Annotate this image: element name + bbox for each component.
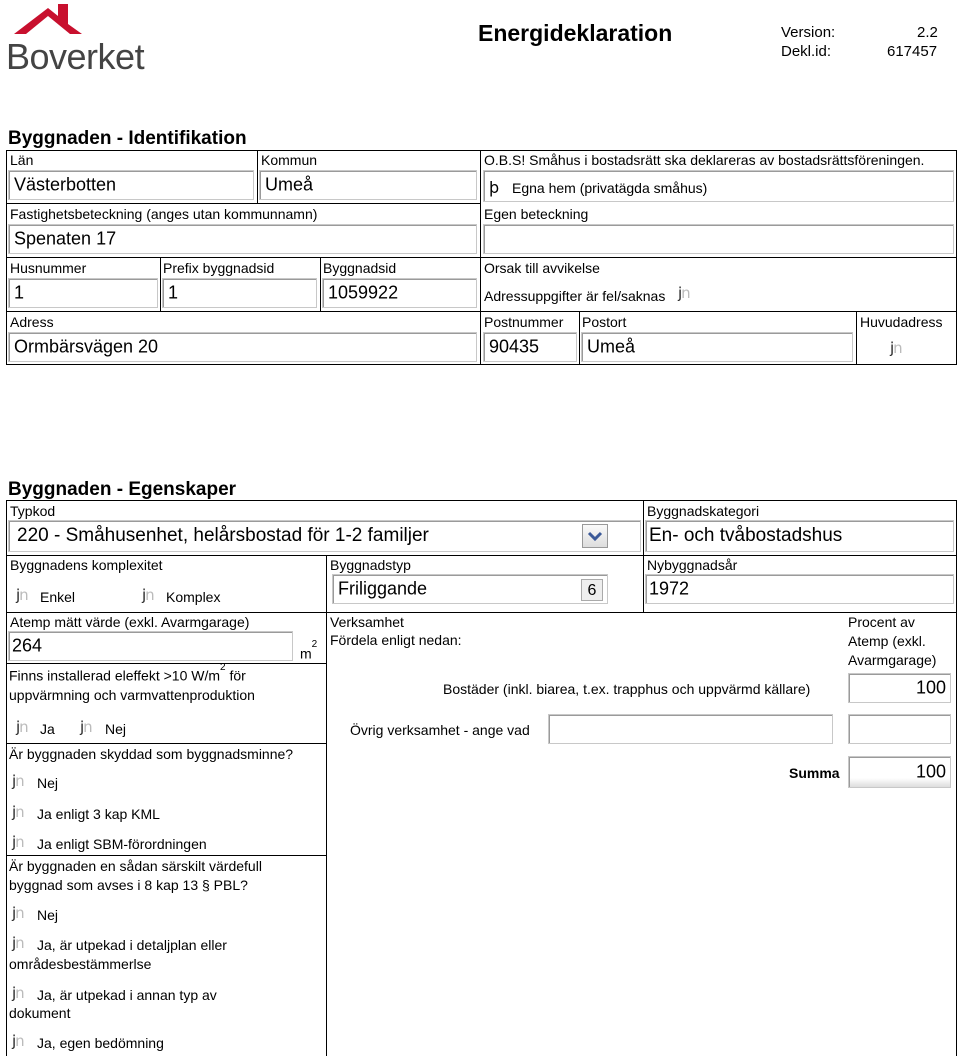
pbl-nej-radio[interactable] <box>12 904 24 922</box>
komplexitet-label: Byggnadens komplexitet <box>10 557 163 573</box>
radio-mark: j <box>80 718 84 736</box>
radio-mark: n <box>19 718 28 736</box>
version-label: Version: <box>781 24 836 41</box>
radio-mark: j <box>12 904 16 922</box>
pbl-detalj-label-2: områdesbestämmerlse <box>9 956 152 972</box>
procent-label-2: Atemp (exkl. <box>848 633 926 649</box>
divider <box>6 743 326 744</box>
radio-mark: n <box>145 586 154 604</box>
kommun-label: Kommun <box>261 152 318 168</box>
kategori-label: Byggnadskategori <box>647 503 760 519</box>
fastighet-label: Fastighetsbeteckning (anges utan kommunnamn) <box>10 206 318 222</box>
roof-icon <box>6 0 156 40</box>
prefix-label: Prefix byggnadsid <box>163 260 275 276</box>
postort-field[interactable] <box>581 332 853 362</box>
adress-value: Ormbärsvägen 20 <box>14 336 159 357</box>
postnummer-label: Postnummer <box>484 314 564 330</box>
husnummer-value: 1 <box>14 282 25 303</box>
husnummer-label: Husnummer <box>10 260 87 276</box>
eleffekt-sup: 2 <box>220 662 226 673</box>
radio-mark: n <box>15 803 24 821</box>
eleffekt-text: Finns installerad eleffekt >10 W/m <box>9 667 221 684</box>
divider <box>326 612 327 1056</box>
byggnadstyp-label: Byggnadstyp <box>330 557 411 573</box>
kommun-value: Umeå <box>265 174 314 195</box>
typkod-select[interactable] <box>8 520 641 552</box>
chevron-down-icon <box>583 525 607 547</box>
verksamhet-label: Verksamhet <box>330 614 404 630</box>
nybyggnadsar-label: Nybyggnadsår <box>647 557 738 573</box>
page-title: Energideklaration <box>478 20 673 46</box>
divider <box>6 203 480 204</box>
adressuppgifter-radio[interactable] <box>678 284 690 302</box>
minne-sbm-radio[interactable] <box>12 833 24 851</box>
divider <box>6 257 957 258</box>
adress-field[interactable] <box>8 332 477 362</box>
pbl-detalj-radio[interactable] <box>12 934 24 952</box>
komplex-label: Komplex <box>166 589 221 605</box>
atemp-value: 264 <box>12 635 43 656</box>
radio-mark: j <box>678 284 682 302</box>
divider <box>643 500 644 612</box>
egna-hem-label: Egna hem (privatägda småhus) <box>512 180 708 196</box>
version-value: 2.2 <box>917 24 938 41</box>
adressuppgifter-label: Adressuppgifter är fel/saknas <box>484 288 666 304</box>
divider <box>160 257 161 311</box>
radio-mark: j <box>890 339 894 357</box>
egen-beteckning-field[interactable] <box>483 224 954 254</box>
divider <box>6 555 957 556</box>
ovrig-label: Övrig verksamhet - ange vad <box>350 722 530 738</box>
minne-kml-label: Ja enligt 3 kap KML <box>37 806 160 822</box>
radio-mark: n <box>893 339 902 357</box>
postnummer-value: 90435 <box>489 336 540 357</box>
eleffekt-ja-radio[interactable] <box>16 718 28 736</box>
huvudadress-label: Huvudadress <box>860 314 943 330</box>
eleffekt-nej-radio[interactable] <box>80 718 92 736</box>
huvudadress-radio[interactable] <box>890 339 902 357</box>
radio-mark: n <box>15 1032 24 1050</box>
adress-label: Adress <box>10 314 54 330</box>
radio-mark: n <box>15 984 24 1002</box>
lan-label: Län <box>10 152 34 168</box>
procent-label-1: Procent av <box>848 614 915 630</box>
divider <box>856 311 857 365</box>
divider <box>6 311 957 312</box>
lan-value: Västerbotten <box>14 174 117 195</box>
postnummer-field[interactable] <box>483 332 577 362</box>
byggnadstyp-select[interactable] <box>332 574 608 604</box>
radio-mark: j <box>16 586 20 604</box>
typkod-label: Typkod <box>10 503 56 519</box>
eleffekt-text-end: för <box>225 667 246 684</box>
pbl-egen-radio[interactable] <box>12 1032 24 1050</box>
boverket-logo <box>6 0 156 80</box>
enkel-radio[interactable] <box>16 586 28 604</box>
egen-beteckning-label: Egen beteckning <box>484 206 589 222</box>
minne-label: Är byggnaden skyddad som byggnadsminne? <box>9 746 294 762</box>
radio-mark: n <box>681 284 690 302</box>
eleffekt-label <box>9 662 246 684</box>
bostader-label: Bostäder (inkl. biarea, t.ex. trapphus och uppvärmd källare) <box>443 681 811 697</box>
pbl-annan-radio[interactable] <box>12 984 24 1002</box>
atemp-unit <box>300 639 318 662</box>
pbl-annan-label-2: dokument <box>9 1005 71 1021</box>
logo-text: Boverket <box>6 36 145 77</box>
bostader-percent-value: 100 <box>915 677 946 698</box>
dropdown-button[interactable] <box>582 524 608 548</box>
divider <box>257 150 258 203</box>
pbl-annan-label-1: Ja, är utpekad i annan typ av <box>37 987 217 1003</box>
divider <box>6 855 326 856</box>
komplex-radio[interactable] <box>142 586 154 604</box>
nybyggnadsar-field[interactable] <box>645 574 954 604</box>
egna-hem-checkbox[interactable]: þ <box>489 178 500 197</box>
radio-mark: j <box>12 934 16 952</box>
byggnadsid-value: 1059922 <box>328 282 399 303</box>
radio-mark: n <box>19 586 28 604</box>
dekl-label: Dekl.id: <box>781 43 832 60</box>
radio-mark: j <box>12 984 16 1002</box>
orsak-label: Orsak till avvikelse <box>484 260 600 276</box>
minne-nej-radio[interactable] <box>12 772 24 790</box>
husnummer-field[interactable] <box>8 278 158 308</box>
enkel-label: Enkel <box>40 589 76 605</box>
summa-field <box>848 756 951 788</box>
unit-text: m <box>300 645 312 662</box>
divider <box>326 555 327 612</box>
nybyggnadsar-value: 1972 <box>649 578 690 599</box>
radio-mark: n <box>15 904 24 922</box>
summa-value: 100 <box>915 761 946 782</box>
atemp-label: Atemp mätt värde (exkl. Avarmgarage) <box>10 614 250 630</box>
radio-mark: j <box>12 1032 16 1050</box>
fastighet-field[interactable] <box>8 224 477 254</box>
ovrig-percent-field[interactable] <box>848 714 951 744</box>
summa-label: Summa <box>789 765 840 781</box>
prefix-value: 1 <box>168 282 179 303</box>
obs-text: O.B.S! Småhus i bostadsrätt ska deklareras av bostadsrättsföreningen. <box>484 152 925 168</box>
radio-mark: j <box>12 772 16 790</box>
divider <box>320 257 321 311</box>
dekl-value: 617457 <box>887 43 938 60</box>
fastighet-value: Spenaten 17 <box>14 228 117 249</box>
byggnadstyp-value: Friliggande <box>338 578 428 599</box>
eleffekt-nej-label: Nej <box>105 721 127 737</box>
procent-label-3: Avarmgarage) <box>848 652 937 668</box>
identifikation-heading: Byggnaden - Identifikation <box>8 128 247 149</box>
pbl-label-1: Är byggnaden en sådan särskilt värdefull <box>9 858 262 874</box>
pbl-detalj-label-1: Ja, är utpekad i detaljplan eller <box>37 937 227 953</box>
radio-mark: j <box>16 718 20 736</box>
eleffekt-ja-label: Ja <box>40 721 55 737</box>
kategori-field[interactable] <box>645 520 954 552</box>
pbl-nej-label: Nej <box>37 907 59 923</box>
radio-mark: j <box>142 586 146 604</box>
postort-value: Umeå <box>587 336 636 357</box>
pbl-label-2: byggnad som avses i 8 kap 13 § PBL? <box>9 877 248 893</box>
typkod-value: 220 - Småhusenhet, helårsbostad för 1-2 familjer <box>17 525 429 546</box>
prefix-field[interactable] <box>162 278 317 308</box>
kategori-value: En- och tvåbostadshus <box>649 525 843 546</box>
divider <box>6 663 326 664</box>
byggnadsid-label: Byggnadsid <box>323 260 397 276</box>
postort-label: Postort <box>582 314 627 330</box>
radio-mark: j <box>12 803 16 821</box>
divider <box>6 612 957 613</box>
eleffekt-label-2: uppvärmning och varmvattenproduktion <box>9 687 255 703</box>
radio-mark: n <box>15 772 24 790</box>
kommun-field[interactable] <box>259 170 477 200</box>
minne-kml-radio[interactable] <box>12 803 24 821</box>
lan-field[interactable] <box>8 170 254 200</box>
fordela-label: Fördela enligt nedan: <box>330 632 462 648</box>
egenskaper-heading: Byggnaden - Egenskaper <box>8 479 237 500</box>
minne-nej-label: Nej <box>37 775 59 791</box>
unit-sup: 2 <box>311 639 318 650</box>
byggnadsid-field[interactable] <box>322 278 477 308</box>
radio-mark: n <box>15 833 24 851</box>
bostader-percent-field[interactable] <box>848 673 951 703</box>
minne-sbm-label: Ja enligt SBM-förordningen <box>37 836 207 852</box>
ovrig-field[interactable] <box>548 714 833 744</box>
pbl-egen-label: Ja, egen bedömning <box>37 1035 164 1051</box>
radio-mark: n <box>83 718 92 736</box>
atemp-field[interactable] <box>8 631 293 661</box>
divider <box>579 311 580 365</box>
radio-mark: n <box>15 934 24 952</box>
radio-mark: j <box>12 833 16 851</box>
dropdown-button[interactable]: 6 <box>581 579 603 601</box>
